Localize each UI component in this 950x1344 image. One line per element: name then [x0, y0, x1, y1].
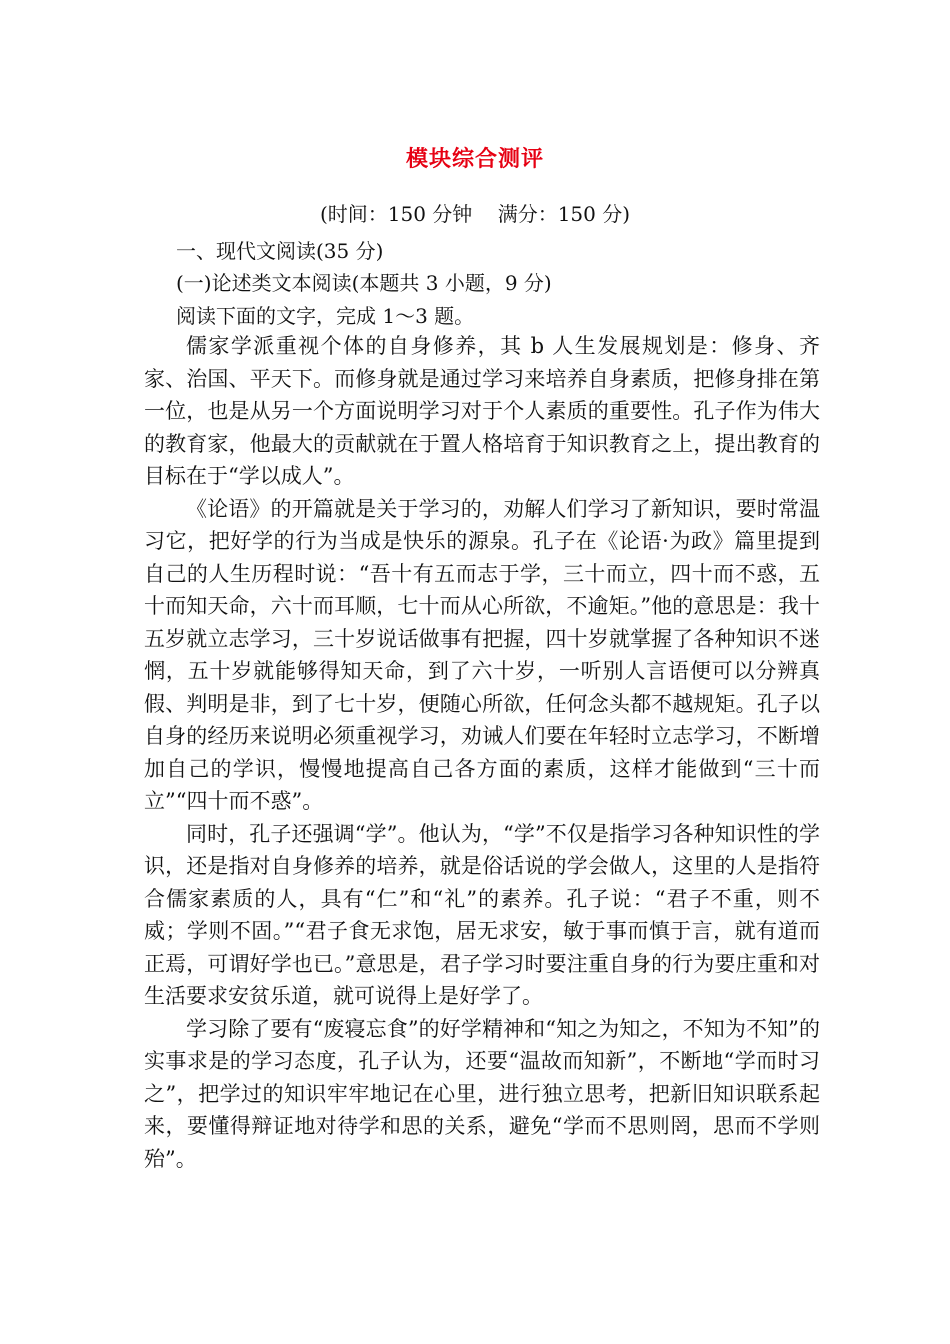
subsection-heading: (一)论述类文本阅读(本题共 3 小题，9 分) — [176, 271, 552, 295]
passage-paragraph-2: 《论语》的开篇就是关于学习的，劝解人们学习了新知识，要时常温习它，把好学的行为当成是快乐的源泉。孔子在《论语·为政》篇里提到自己的人生历程时说：“吾十有五而志于学，三十而立，四十而不惑，五十而知天命，六十而耳顺，七十而从心所欲，不逾矩。”他的意思是：我十五岁就立志学习，三十岁说话做事有把握，四十岁就掌握了各种知识不迷惘，五十岁就能够得知天命，到了六十岁，一听别人言语便可以分辨真假、判明是非，到了七十岁，便随心所欲，任何念头都不越规矩。孔子以自身的经历来说明必须重视学习，劝诫人们要在年轻时立志学习，不断增加自己的学识，慢慢地提高自己各方面的素质，这样才能做到“三十而立”“四十而不惑”。 — [144, 496, 820, 813]
reading-passage — [144, 330, 820, 1175]
document-title: 模块综合测评 — [405, 146, 544, 172]
passage-paragraph-3: 同时，孔子还强调“学”。他认为，“学”不仅是指学习各种知识性的学识，还是指对自身修养的培养，就是俗话说的学会做人，这里的人是指符合儒家素质的人，具有“仁”和“礼”的素养。孔子说：“君子不重，则不威；学则不固。”“君子食无求饱，居无求安，敏于事而慎于言，就有道而正焉，可谓好学也已。”意思是，君子学习时要注重自身的行为要庄重和对生活要求安贫乐道，就可说得上是好学了。 — [144, 821, 820, 1008]
passage-paragraph-4: 学习除了要有“废寝忘食”的好学精神和“知之为知之，不知为不知”的实事求是的学习态度，孔子认为，还要“温故而知新”，不断地“学而时习之”，把学过的知识牢牢地记在心里，进行独立思考，把新旧知识联系起来，要懂得辩证地对待学和思的关系，避免“学而不思则罔，思而不学则殆”。 — [144, 1016, 820, 1171]
reading-instruction: 阅读下面的文字，完成 1～3 题。 — [176, 304, 475, 328]
exam-time-and-score: (时间：150 分钟 满分：150 分) — [319, 202, 631, 226]
section-heading: 一、现代文阅读(35 分) — [176, 239, 384, 263]
passage-paragraph-1: 儒家学派重视个体的自身修养，其 b 人生发展规划是：修身、齐家、治国、平天下。而修身就是通过学习来培养自身素质，把修身排在第一位，也是从另一个方面说明学习对于个人素质的重要性。孔子作为伟大的教育家，他最大的贡献就在于置人格培育于知识教育之上，提出教育的目标在于“学以成人”。 — [144, 334, 820, 488]
